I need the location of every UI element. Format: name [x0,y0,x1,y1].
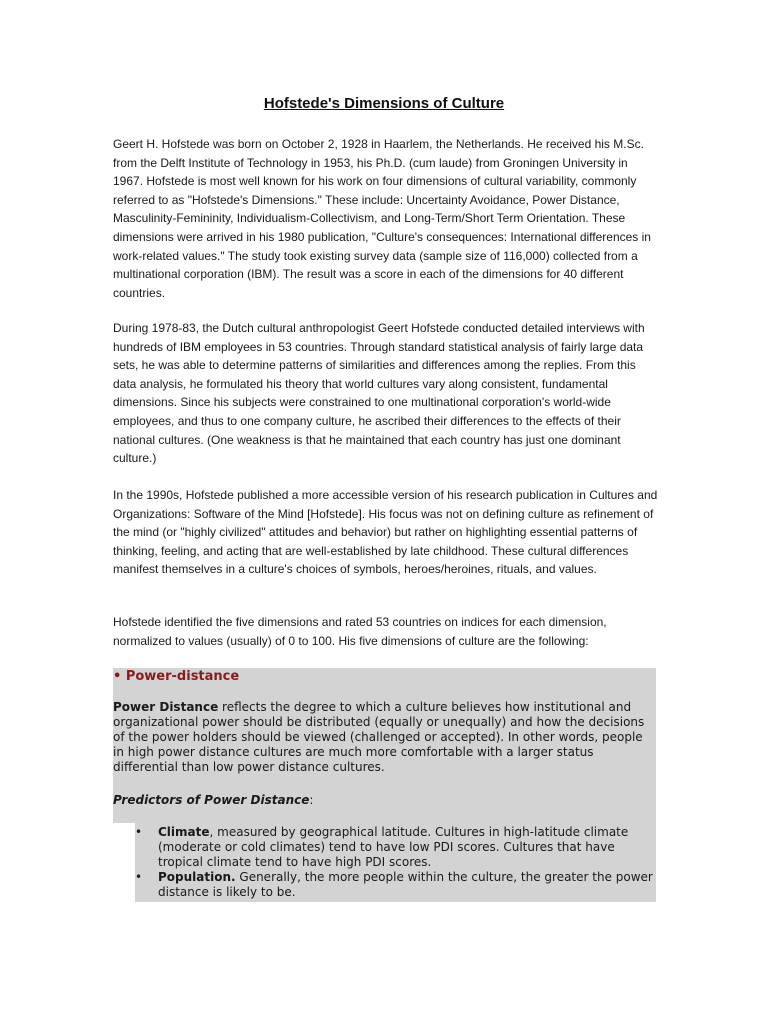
bullet-text: Generally, the more people within the culture, the greater the power distance is likely to be. [158,870,653,899]
power-distance-description [113,700,653,775]
power-distance-term: Power Distance [113,700,219,714]
bullet-term: Population. [158,870,236,884]
predictors-list [113,825,653,900]
bullet-icon: • [135,825,143,839]
list-item-population [113,870,653,900]
predictors-heading [113,793,313,808]
bullet-icon: • [135,870,143,884]
document-title: Hofstede's Dimensions of Culture [263,95,505,112]
list-item-climate [113,825,653,870]
box-indent-strip [113,823,135,902]
bullet-text: , measured by geographical latitude. Cultures in high-latitude climate (moderate or cold climates) tend to have low PDI scores. Cultures that have tropical climate tend to have high PDI scores. [158,825,629,869]
bullet-term: Climate [158,825,210,839]
paragraph-ibm-study: During 1978-83, the Dutch cultural anthropologist Geert Hofstede conducted detailed interviews with hundreds of IBM employees in 53 countries. Through standard statistical analysis of fairly large data sets, he was able to determine patterns of similarities and differences among the replies. From this data analysis, he formulated his theory that world cultures vary along consistent, fundamental dimensions. Since his subjects were constrained to one multinational corporation's world-wide employees, and thus to one company culture, he ascribed their differences to the effects of their national cultures. (One weakness is that he maintained that each country has just one dominant culture.) [113,321,645,466]
predictors-label: Predictors of Power Distance [113,793,310,807]
paragraph-five-dimensions: Hofstede identified the five dimensions and rated 53 countries on indices for each dimension, normalized to values (usually) of 0 to 100. His five dimensions of culture are the following: [113,615,607,648]
paragraph-1990s-publication: In the 1990s, Hofstede published a more accessible version of his research publication in Cultures and Organizations: Software of the Mind [Hofstede]. His focus was not on defining culture as refinement of the mind (or "highly civilized" attitudes and behavior) but rather on highlighting essential patterns of thinking, feeling, and acting that are well-established by late childhood. These cultural differences manifest themselves in a culture's choices of symbols, heroes/heroines, rituals, and values. [113,488,658,577]
paragraph-biography: Geert H. Hofstede was born on October 2, 1928 in Haarlem, the Netherlands. He received his M.Sc. from the Delft Institute of Technology in 1953, his Ph.D. (cum laude) from Groningen University in 1967. Hofstede is most well known for his work on four dimensions of cultural variability, commonly referred to as "Hofstede's Dimensions." These include: Uncertainty Avoidance, Power Distance, Masculinity-Femininity, Individualism-Collectivism, and Long-Term/Short Term Orientation. These dimensions were arrived in his 1980 publication, "Culture's consequences: International differences in work-related values." The study took existing survey data (sample size of 116,000) collected from a multinational corporation (IBM). The result was a score in each of the dimensions for 40 different countries. [113,137,651,300]
predictors-colon: : [309,793,314,807]
power-distance-definition: reflects the degree to which a culture believes how institutional and organizational power should be distributed (equally or unequally) and how the decisions of the power holders should be viewed (challenged or accepted). In other words, people in high power distance cultures are much more comfortable with a larger status differential than low power distance cultures. [113,700,645,774]
section-heading-power-distance: • Power-distance [113,669,240,684]
power-distance-section [113,668,656,902]
